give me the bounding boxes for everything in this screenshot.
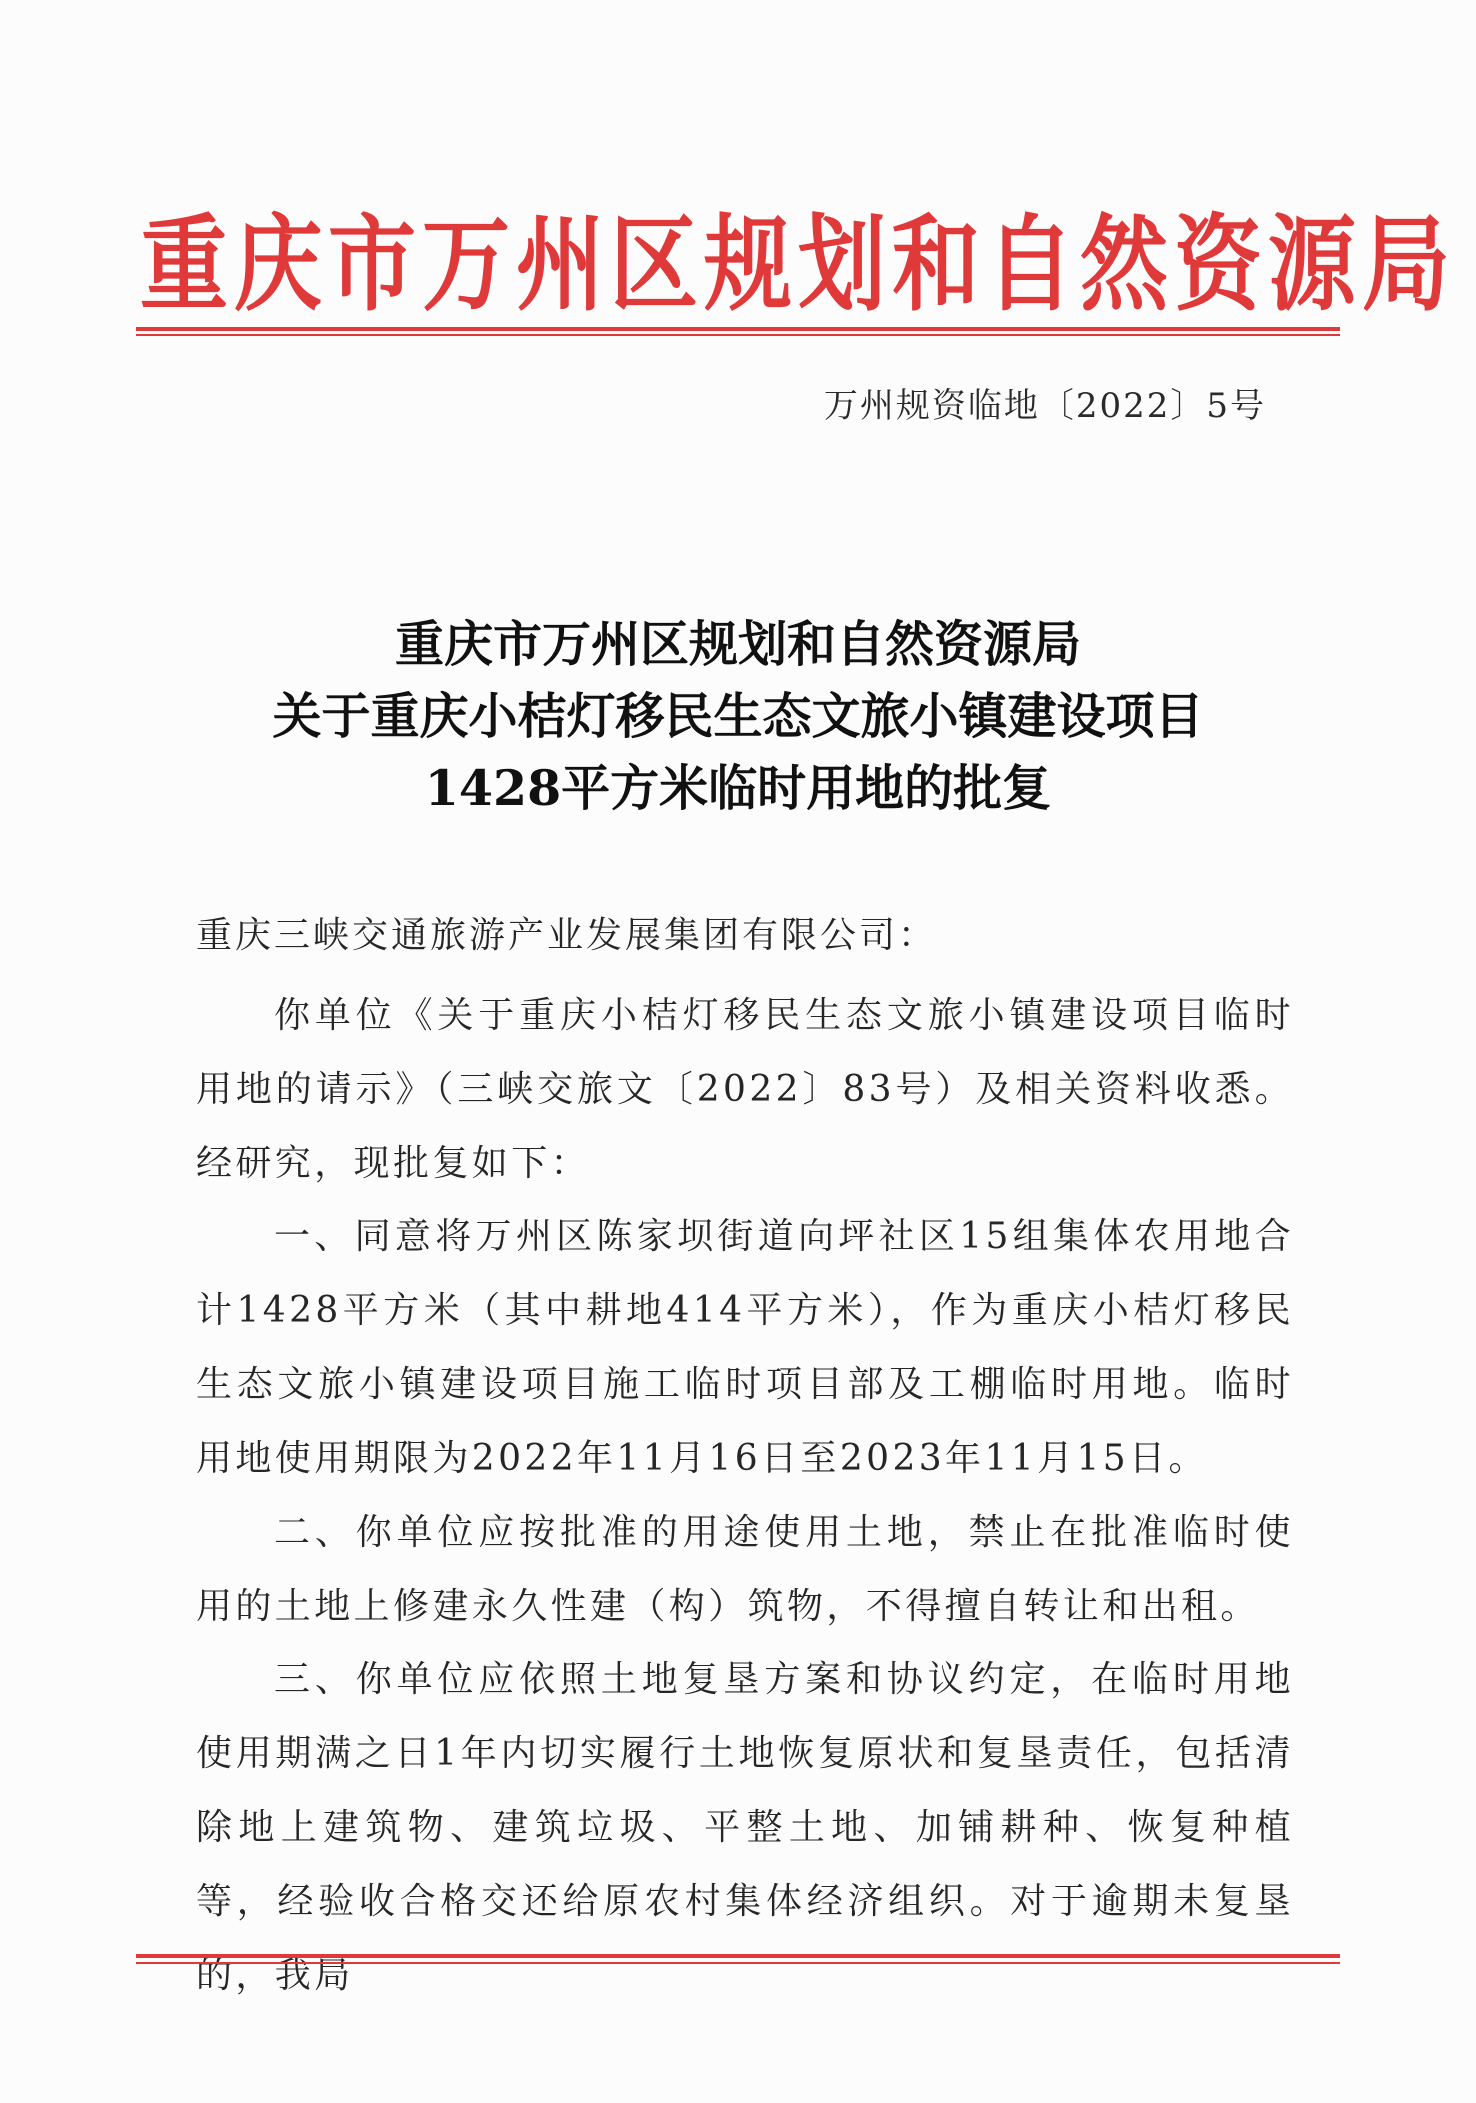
organization-header: 重庆市万州区规划和自然资源局 [140, 203, 1457, 326]
footer-red-rule-thin [136, 1962, 1340, 1964]
paragraph-intro: 你单位《关于重庆小桔灯移民生态文旅小镇建设项目临时用地的请示》（三峡交旅文〔2022〕83号）及相关资料收悉。经研究，现批复如下： [196, 995, 1294, 1184]
header-red-rule-thin [136, 334, 1340, 336]
addressee: 重庆三峡交通旅游产业发展集团有限公司： [196, 915, 938, 956]
title-line-3: 1428平方米临时用地的批复 [424, 759, 1052, 817]
paragraph-item-2: 二、你单位应按批准的用途使用土地，禁止在批准临时使用的土地上修建永久性建（构）筑物，不得擅自转让和出租。 [196, 1512, 1294, 1627]
title-line-1: 重庆市万州区规划和自然资源局 [394, 615, 1081, 673]
paragraph-item-3: 三、你单位应依照土地复垦方案和协议约定，在临时用地使用期满之日1年内切实履行土地恢复原状和复垦责任，包括清除地上建筑物、建筑垃圾、平整土地、加铺耕种、恢复种植等，经验收合格交还给原农村集体经济组织。对于逾期未复垦的，我局 [196, 1659, 1294, 1996]
footer-red-rule [136, 1954, 1340, 1958]
document-title [138, 608, 1338, 824]
title-line-2: 关于重庆小桔灯移民生态文旅小镇建设项目 [272, 687, 1204, 745]
paragraph-item-1: 一、同意将万州区陈家坝街道向坪社区15组集体农用地合计1428平方米（其中耕地414平方米），作为重庆小桔灯移民生态文旅小镇建设项目施工临时项目部及工棚临时用地。临时用地使用期限为2022年11月16日至2023年11月15日。 [196, 1216, 1294, 1479]
header-red-rule [136, 327, 1340, 331]
document-number: 万州规资临地〔2022〕5号 [823, 386, 1266, 426]
